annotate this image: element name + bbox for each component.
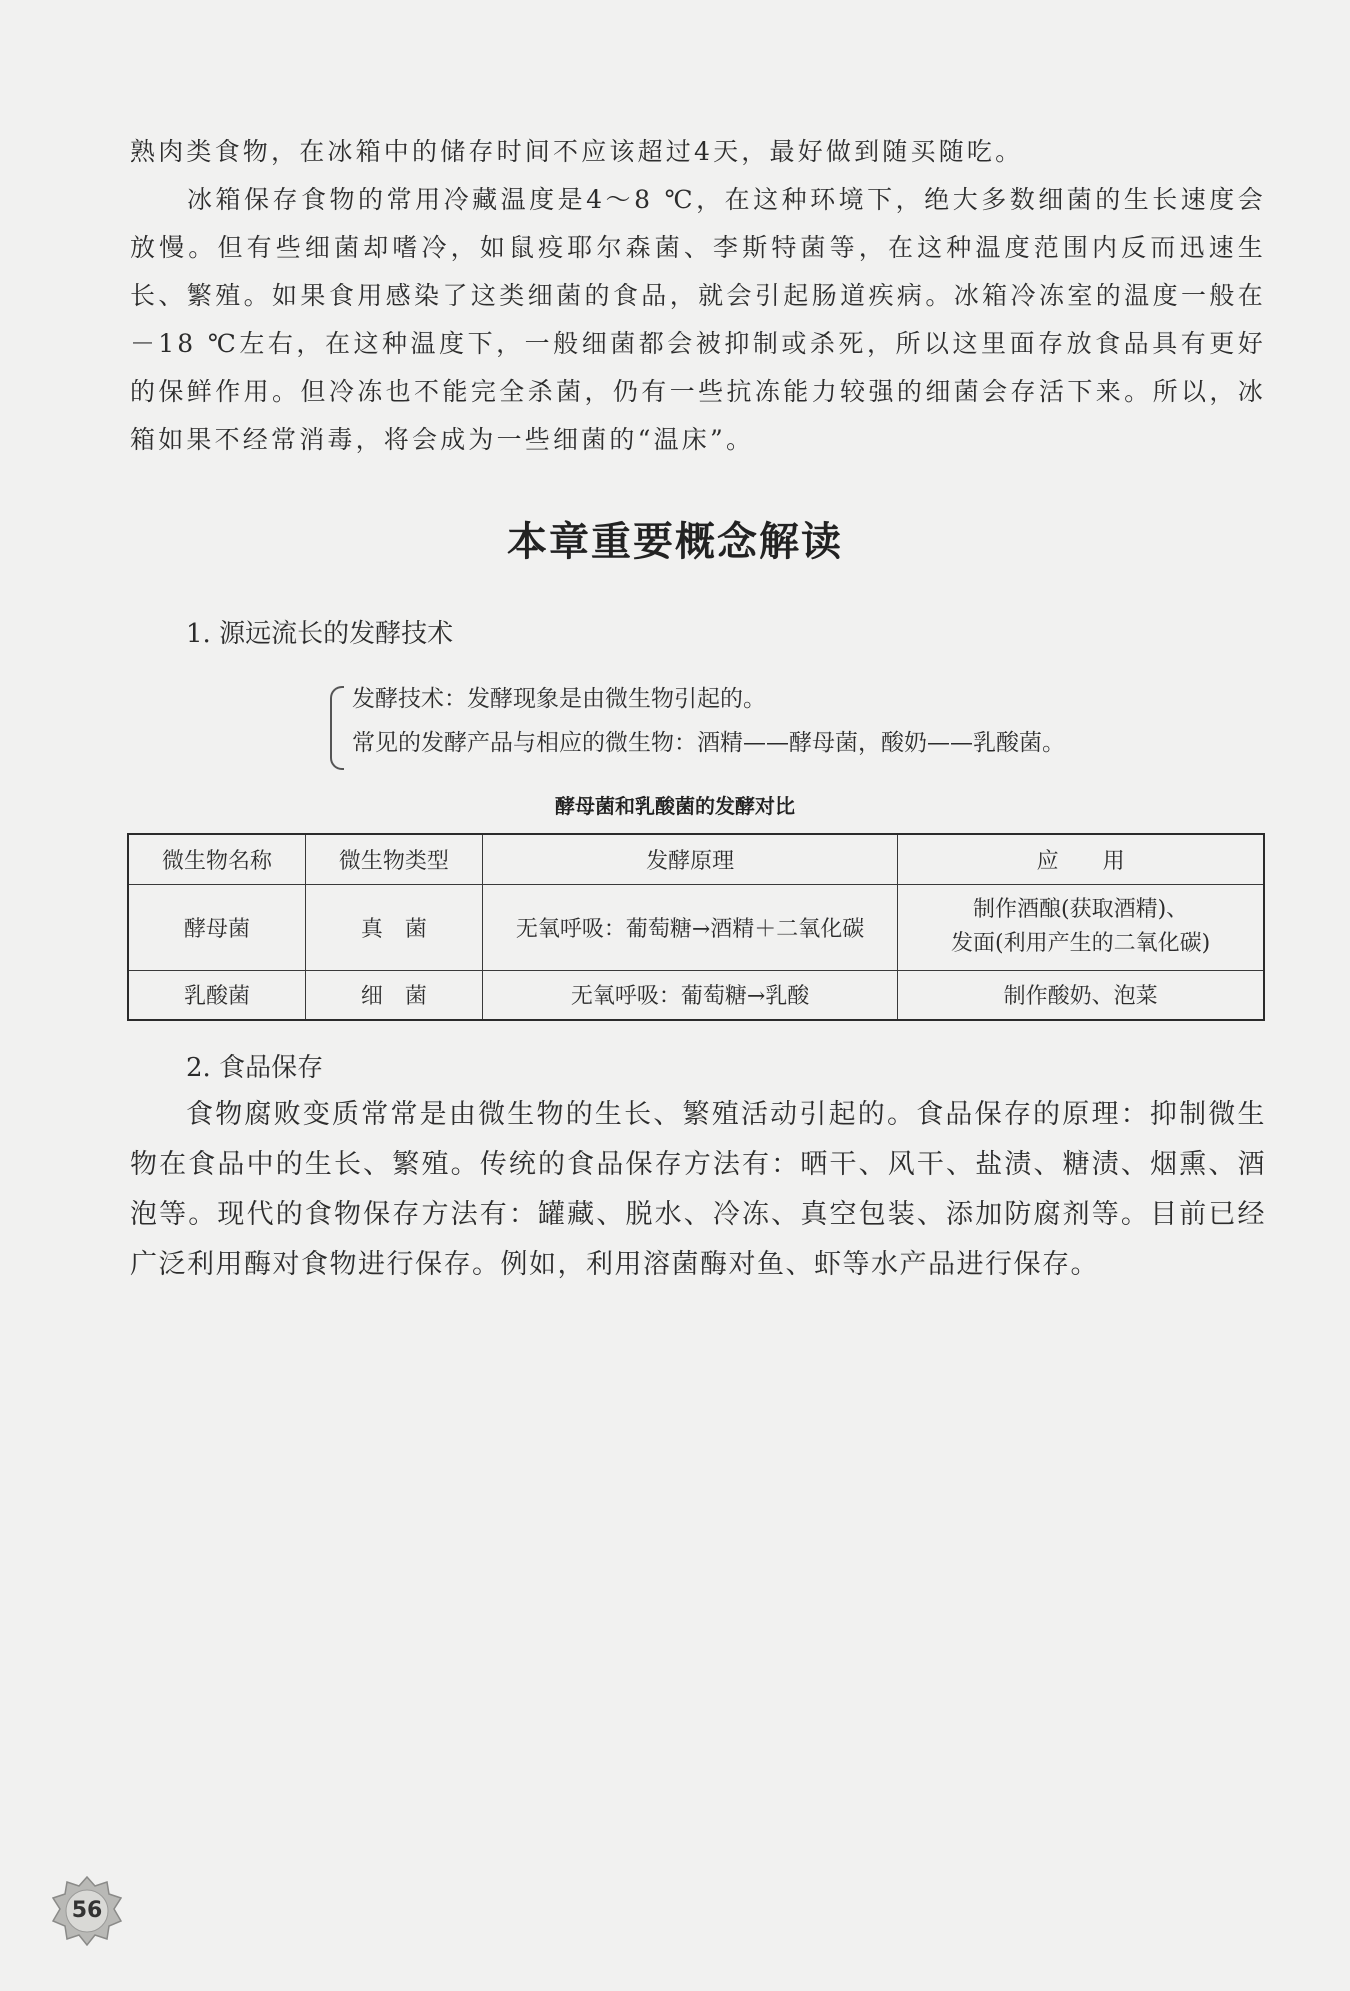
cell-application xyxy=(898,884,1264,970)
bullet-fermentation-products: 常见的发酵产品与相应的微生物：酒精——酵母菌，酸奶——乳酸菌。 xyxy=(352,730,1065,756)
table-header-row xyxy=(128,834,1264,884)
comparison-table xyxy=(127,833,1265,1021)
application-line-2: 发面(利用产生的二氧化碳) xyxy=(951,931,1211,956)
application-line-1: 制作酒酿(获取酒精)、 xyxy=(973,897,1189,922)
table-caption: 酵母菌和乳酸菌的发酵对比 xyxy=(555,794,795,818)
table-row xyxy=(128,970,1264,1020)
header-principle: 发酵原理 xyxy=(482,834,897,884)
cell-application: 制作酸奶、泡菜 xyxy=(898,970,1264,1020)
section-2-title: 2. 食品保存 xyxy=(186,1053,324,1083)
cell-type: 真 菌 xyxy=(305,884,482,970)
page-number: 56 xyxy=(71,1898,103,1923)
header-microbe-name: 微生物名称 xyxy=(128,834,305,884)
cell-name: 酵母菌 xyxy=(128,884,305,970)
section-1-title: 1. 源远流长的发酵技术 xyxy=(186,619,454,649)
intro-paragraph-1: 熟肉类食物，在冰箱中的储存时间不应该超过4天，最好做到随买随吃。 xyxy=(130,137,1024,166)
bullet-fermentation-technology: 发酵技术：发酵现象是由微生物引起的。 xyxy=(352,686,766,712)
section-2-body: 食物腐败变质常常是由微生物的生长、繁殖活动引起的。食品保存的原理：抑制微生物在食品中的生长、繁殖。传统的食品保存方法有：晒干、风干、盐渍、糖渍、烟熏、酒泡等。现代的食物保存方法有：罐藏、脱水、冷冻、真空包装、添加防腐剂等。目前已经广泛利用酶对食物进行保存。例如，利用溶菌酶对鱼、虾等水产品进行保存。 xyxy=(130,1099,1266,1280)
cell-principle: 无氧呼吸：葡萄糖→乳酸 xyxy=(482,970,897,1020)
intro-paragraph-2: 冰箱保存食物的常用冷藏温度是4～8 ℃，在这种环境下，绝大多数细菌的生长速度会放慢。但有些细菌却嗜冷，如鼠疫耶尔森菌、李斯特菌等，在这种温度范围内反而迅速生长、繁殖。如果食用感染了这类细菌的食品，就会引起肠道疾病。冰箱冷冻室的温度一般在－18 ℃左右，在这种温度下，一般细菌都会被抑制或杀死，所以这里面存放食品具有更好的保鲜作用。但冷冻也不能完全杀菌，仍有一些抗冻能力较强的细菌会存活下来。所以，冰箱如果不经常消毒，将会成为一些细菌的“温床”。 xyxy=(130,185,1266,454)
header-microbe-type: 微生物类型 xyxy=(305,834,482,884)
page-number-badge xyxy=(52,1876,122,1946)
brace-bracket xyxy=(330,686,344,770)
chapter-heading: 本章重要概念解读 xyxy=(507,518,843,565)
cell-name: 乳酸菌 xyxy=(128,970,305,1020)
cell-principle: 无氧呼吸：葡萄糖→酒精＋二氧化碳 xyxy=(482,884,897,970)
cell-type: 细 菌 xyxy=(305,970,482,1020)
header-application: 应 用 xyxy=(898,834,1264,884)
table-row xyxy=(128,884,1264,970)
